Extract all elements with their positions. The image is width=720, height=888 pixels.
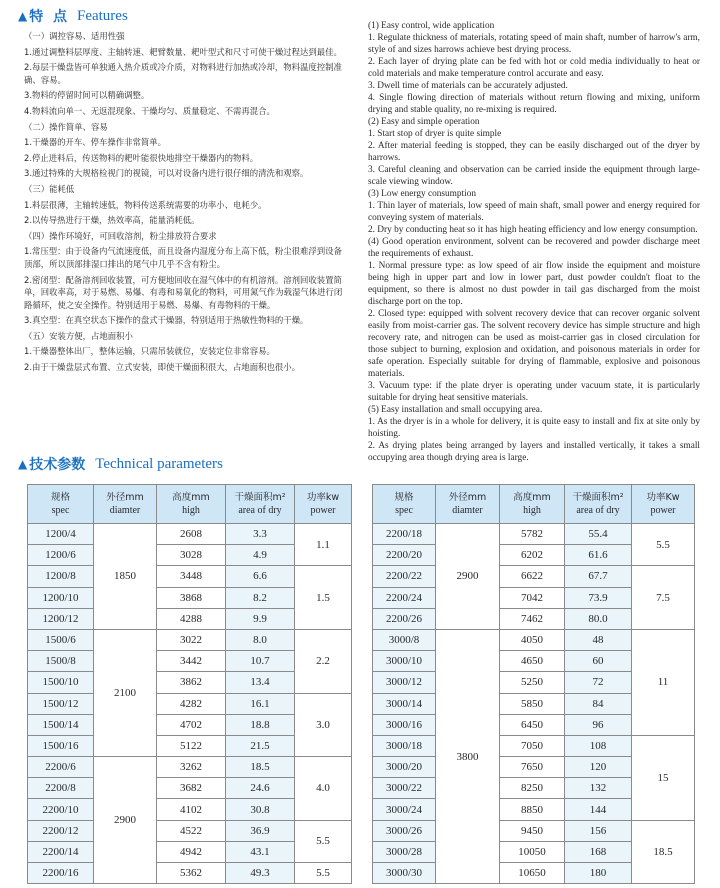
feature-paragraph: 1. Regulate thickness of materials, rotating speed of main shaft, number of harrow's arm, style of and sizes harrows achieve best drying process. [368, 33, 700, 55]
feature-paragraph: (1) Easy control, wide application [368, 21, 495, 31]
feature-paragraph: （二）操作简单、容易 [24, 121, 108, 132]
height-cell: 10650 [500, 863, 565, 884]
area-cell: 168 [565, 841, 632, 862]
spec-cell: 2200/24 [373, 587, 436, 608]
area-cell: 3.3 [226, 524, 295, 545]
height-cell: 7042 [500, 587, 565, 608]
features-english-column [368, 20, 700, 464]
area-cell: 72 [565, 672, 632, 693]
column-header-cn: 高度mm [172, 492, 210, 503]
spec-cell: 1200/6 [28, 545, 94, 566]
height-cell: 3028 [157, 545, 226, 566]
column-header-cn: 干燥面积m² [572, 492, 624, 503]
height-cell: 7462 [500, 608, 565, 629]
feature-paragraph: 1.常压型：由于设备内气流速度低，而且设备内湿度分布上高下低，粉尘很难浮到设备顶部，所以顶部排湿口排出的尾气中几乎不含有粉尘。 [24, 246, 342, 269]
area-cell: 21.5 [226, 735, 295, 756]
area-cell: 156 [565, 820, 632, 841]
spec-cell: 1500/16 [28, 735, 94, 756]
column-header-cn: 外径mm [106, 492, 144, 503]
table-row [373, 735, 695, 756]
spec-cell: 3000/10 [373, 651, 436, 672]
feature-paragraph: （五）安装方便，占地面积小 [24, 330, 133, 341]
column-header-en: diamter [109, 505, 141, 516]
spec-table-left [27, 484, 352, 884]
area-cell: 18.5 [226, 757, 295, 778]
area-cell: 43.1 [226, 841, 295, 862]
feature-paragraph: （一）调控容易、适用性强 [24, 31, 125, 41]
feature-paragraph: 2.停止进料后，传送物料的耙叶能很快地排空干燥器内的物料。 [24, 152, 259, 163]
column-header-en: power [310, 505, 336, 516]
feature-paragraph: (5) Easy installation and small occupying area. [368, 405, 543, 415]
spec-cell: 2200/12 [28, 820, 94, 841]
spec-cell: 2200/16 [28, 863, 94, 884]
power-cell: 7.5 [632, 566, 695, 630]
power-cell: 5.5 [295, 863, 352, 884]
height-cell: 6202 [500, 545, 565, 566]
feature-paragraph: 4. Single flowing direction of materials without return flowing and mixing, uniform drying and stable quality, no re-mixing is required. [368, 93, 700, 115]
column-header-cn: 干燥面积m² [234, 492, 286, 503]
area-cell: 67.7 [565, 566, 632, 587]
feature-paragraph: 2. Dry by conducting heat so it has high heating efficiency and low energy consumption. [368, 225, 698, 235]
table-row [373, 820, 695, 841]
feature-paragraph: 3. Dwell time of materials can be accurately adjusted. [368, 81, 568, 91]
spec-cell: 1200/8 [28, 566, 94, 587]
height-cell: 8250 [500, 778, 565, 799]
features-title-cn: 特 点 [29, 9, 67, 25]
spec-cell: 3000/24 [373, 799, 436, 820]
table-row [373, 524, 695, 545]
spec-cell: 2200/18 [373, 524, 436, 545]
column-header-en: spec [395, 505, 413, 516]
height-cell: 5122 [157, 735, 226, 756]
table-row [28, 863, 352, 884]
spec-cell: 3000/20 [373, 757, 436, 778]
height-cell: 6622 [500, 566, 565, 587]
diameter-cell: 2100 [94, 629, 157, 756]
feature-paragraph: 1.通过调整料层厚度、主轴转速、耙臂数量、耙叶型式和尺寸可使干燥过程达到最佳。 [24, 46, 342, 57]
area-cell: 180 [565, 863, 632, 884]
area-cell: 30.8 [226, 799, 295, 820]
area-cell: 48 [565, 629, 632, 650]
features-chinese-column [24, 30, 346, 377]
area-cell: 24.6 [226, 778, 295, 799]
column-header-en: high [523, 505, 541, 516]
triangle-bullet-icon: ▲ [18, 457, 28, 471]
feature-paragraph: 3.物料的停留时间可以精确调整。 [24, 90, 150, 101]
column-header-cn: 外径mm [448, 492, 487, 503]
diameter-cell: 1850 [94, 524, 157, 630]
height-cell: 7050 [500, 735, 565, 756]
column-header [226, 485, 295, 524]
feature-paragraph: 2.密闭型：配备溶剂回收装置，可方便地回收在湿气体中的有机溶剂。溶剂回收装置简单，回收率高，对于易燃、易爆、有毒和易氧化的物料，可用氮气作为载湿气体进行闭路循环，使之安全操作。特别适用于易燃、易爆、有毒物料的干燥。 [24, 274, 343, 310]
spec-cell: 3000/14 [373, 693, 436, 714]
height-cell: 3682 [157, 778, 226, 799]
area-cell: 84 [565, 693, 632, 714]
table-header-row [28, 485, 352, 524]
column-header-cn: 高度mm [513, 492, 551, 503]
height-cell: 4702 [157, 714, 226, 735]
spec-cell: 2200/10 [28, 799, 94, 820]
column-header-en: diamter [452, 505, 483, 516]
area-cell: 6.6 [226, 566, 295, 587]
column-header [295, 485, 352, 524]
height-cell: 5362 [157, 863, 226, 884]
column-header-cn: 功率kw [306, 492, 340, 503]
table-row [28, 566, 352, 587]
table-row [28, 629, 352, 650]
column-header-cn: 功率Kw [646, 492, 680, 503]
table-row [28, 524, 352, 545]
spec-table-right [372, 484, 695, 884]
area-cell: 36.9 [226, 820, 295, 841]
spec-cell: 3000/12 [373, 672, 436, 693]
spec-cell: 2200/20 [373, 545, 436, 566]
power-cell: 5.5 [632, 524, 695, 566]
area-cell: 9.9 [226, 608, 295, 629]
tech-title-cn: 技术参数 [29, 457, 86, 473]
area-cell: 4.9 [226, 545, 295, 566]
height-cell: 9450 [500, 820, 565, 841]
feature-paragraph: 1.料层很薄，主轴转速低，物料传送系统需要的功率小、电耗少。 [24, 199, 267, 210]
height-cell: 3448 [157, 566, 226, 587]
height-cell: 3868 [157, 587, 226, 608]
height-cell: 2608 [157, 524, 226, 545]
power-cell: 15 [632, 735, 695, 820]
spec-cell: 1500/8 [28, 651, 94, 672]
feature-paragraph: 2.以传导热进行干燥，热效率高，能量消耗低。 [24, 215, 200, 226]
height-cell: 5850 [500, 693, 565, 714]
height-cell: 4102 [157, 799, 226, 820]
area-cell: 16.1 [226, 693, 295, 714]
feature-paragraph: 1.干燥器整体出厂，整体运输，只需吊装就位，安装定位非常容易。 [24, 346, 275, 357]
feature-paragraph: 1. Start stop of dryer is quite simple [368, 129, 502, 139]
column-header [157, 485, 226, 524]
column-header-en: high [182, 505, 200, 516]
height-cell: 4282 [157, 693, 226, 714]
area-cell: 18.8 [226, 714, 295, 735]
diameter-cell: 2900 [436, 524, 500, 630]
power-cell: 1.5 [295, 566, 352, 630]
column-header-en: area of dry [576, 505, 620, 516]
feature-paragraph: 1. As the dryer is in a whole for delivery, it is quite easy to install and fix at site only by hoisting. [368, 417, 700, 439]
feature-paragraph: (4) Good operation environment, solvent can be recovered and powder discharge meet the requirements of exhaust. [368, 237, 700, 259]
height-cell: 6450 [500, 714, 565, 735]
height-cell: 10050 [500, 841, 565, 862]
power-cell: 5.5 [295, 820, 352, 862]
height-cell: 3862 [157, 672, 226, 693]
column-header [94, 485, 157, 524]
power-cell: 11 [632, 629, 695, 735]
feature-paragraph: (2) Easy and simple operation [368, 117, 480, 127]
feature-paragraph: 1. Thin layer of materials, low speed of main shaft, small power and energy required for conveying system of materials. [368, 201, 700, 223]
column-header-en: area of dry [238, 505, 282, 516]
diameter-cell: 2900 [94, 757, 157, 884]
column-header-cn: 规格 [50, 492, 70, 503]
area-cell: 61.6 [565, 545, 632, 566]
table-row [373, 629, 695, 650]
power-cell: 18.5 [632, 820, 695, 884]
column-header-cn: 规格 [394, 492, 414, 503]
height-cell: 8850 [500, 799, 565, 820]
height-cell: 3022 [157, 629, 226, 650]
feature-paragraph: （四）操作环境好，可回收溶剂，粉尘排放符合要求 [24, 230, 217, 241]
area-cell: 73.9 [565, 587, 632, 608]
spec-cell: 1200/12 [28, 608, 94, 629]
spec-cell: 3000/26 [373, 820, 436, 841]
feature-paragraph: 2. Each layer of drying plate can be fed with hot or cold media individually to heat or cold materials and make temperature control accurate and easy. [368, 57, 700, 79]
tech-title-en: Technical parameters [95, 455, 223, 472]
spec-cell: 3000/30 [373, 863, 436, 884]
area-cell: 10.7 [226, 651, 295, 672]
feature-paragraph: (3) Low energy consumption [368, 189, 477, 199]
spec-cell: 2200/22 [373, 566, 436, 587]
spec-cell: 1500/14 [28, 714, 94, 735]
area-cell: 132 [565, 778, 632, 799]
height-cell: 5250 [500, 672, 565, 693]
spec-cell: 3000/8 [373, 629, 436, 650]
table-row [28, 693, 352, 714]
spec-cell: 3000/22 [373, 778, 436, 799]
power-cell: 1.1 [295, 524, 352, 566]
area-cell: 8.0 [226, 629, 295, 650]
area-cell: 49.3 [226, 863, 295, 884]
spec-cell: 1500/12 [28, 693, 94, 714]
feature-paragraph: 3. Careful cleaning and observation can be carried inside the equipment through large-scale viewing window. [368, 165, 700, 187]
area-cell: 120 [565, 757, 632, 778]
area-cell: 13.4 [226, 672, 295, 693]
area-cell: 8.2 [226, 587, 295, 608]
area-cell: 80.0 [565, 608, 632, 629]
features-title-en: Features [76, 7, 128, 24]
height-cell: 4522 [157, 820, 226, 841]
power-cell: 2.2 [295, 629, 352, 693]
feature-paragraph: 2. After material feeding is stopped, they can be easily discharged out of the dryer by harrows. [368, 141, 700, 163]
height-cell: 5782 [500, 524, 565, 545]
feature-paragraph: 3.真空型：在真空状态下操作的盘式干燥器，特别适用于热敏性物料的干燥。 [24, 315, 309, 326]
feature-paragraph: 4.物料流向单一、无返混现象、干燥均匀、质量稳定、不需再混合。 [24, 105, 275, 116]
column-header [565, 485, 632, 524]
height-cell: 7650 [500, 757, 565, 778]
column-header [28, 485, 94, 524]
height-cell: 3442 [157, 651, 226, 672]
column-header [373, 485, 436, 524]
height-cell: 4050 [500, 629, 565, 650]
tech-params-heading [18, 454, 223, 474]
column-header [436, 485, 500, 524]
height-cell: 3262 [157, 757, 226, 778]
table-row [373, 566, 695, 587]
spec-cell: 1200/4 [28, 524, 94, 545]
height-cell: 4942 [157, 841, 226, 862]
column-header [632, 485, 695, 524]
spec-cell: 2200/8 [28, 778, 94, 799]
spec-cell: 2200/14 [28, 841, 94, 862]
feature-paragraph: （三）能耗低 [24, 183, 75, 194]
feature-paragraph: 3.通过特殊的大规格检视门的视镜，可以对设备内进行很仔细的清洗和观察。 [24, 168, 309, 179]
area-cell: 96 [565, 714, 632, 735]
spec-cell: 2200/26 [373, 608, 436, 629]
table-row [28, 820, 352, 841]
area-cell: 144 [565, 799, 632, 820]
spec-cell: 2200/6 [28, 757, 94, 778]
spec-cell: 1500/6 [28, 629, 94, 650]
height-cell: 4650 [500, 651, 565, 672]
spec-cell: 3000/16 [373, 714, 436, 735]
height-cell: 4288 [157, 608, 226, 629]
spec-cell: 1200/10 [28, 587, 94, 608]
feature-paragraph: 3. Vacuum type: if the plate dryer is operating under vacuum state, it is particularly suitable for drying heat sensitive materials. [368, 381, 700, 403]
table-header-row [373, 485, 695, 524]
power-cell: 4.0 [295, 757, 352, 821]
feature-paragraph: 2.每层干燥盘皆可单独通入热介质或冷介质，对物料进行加热或冷却，物料温度控制准确、容易。 [24, 62, 342, 85]
features-heading [18, 6, 128, 26]
column-header-en: spec [51, 505, 70, 516]
column-header-en: power [650, 505, 676, 516]
area-cell: 55.4 [565, 524, 632, 545]
spec-cell: 3000/28 [373, 841, 436, 862]
column-header [500, 485, 565, 524]
spec-cell: 1500/10 [28, 672, 94, 693]
diameter-cell: 3800 [436, 629, 500, 883]
feature-paragraph: 2. Closed type: equipped with solvent recovery device that can recover organic solvent easily from moist-carrier gas. The solvent recovery device has simple structure and high recovery rate, and nitrogen can be used as moist-carrier gas in closed circulation for those subject to burning, explosion and oxidation, and poisonous materials in order for safe operation. Especially suitable for drying of flammable, explosive and poisonous materials. [368, 309, 700, 379]
area-cell: 108 [565, 735, 632, 756]
feature-paragraph: 2.由于干燥盘层式布置、立式安装，即使干燥面积很大，占地面积也很小。 [24, 362, 300, 373]
spec-cell: 3000/18 [373, 735, 436, 756]
feature-paragraph: 1. Normal pressure type: as low speed of air flow inside the equipment and moisture being high in upper part and low in lower part, dust powder couldn't float to the equipment, so there is almost no dust powder in tail gas discharged from the moist discharge port on the top. [368, 261, 700, 307]
power-cell: 3.0 [295, 693, 352, 757]
triangle-bullet-icon: ▲ [18, 9, 28, 23]
area-cell: 60 [565, 651, 632, 672]
feature-paragraph: 1.干燥器的开车、停车操作非常简单。 [24, 137, 166, 148]
table-row [28, 757, 352, 778]
feature-paragraph: 2. As drying plates being arranged by layers and installed vertically, it takes a small occupying area though drying area is large. [368, 441, 700, 463]
